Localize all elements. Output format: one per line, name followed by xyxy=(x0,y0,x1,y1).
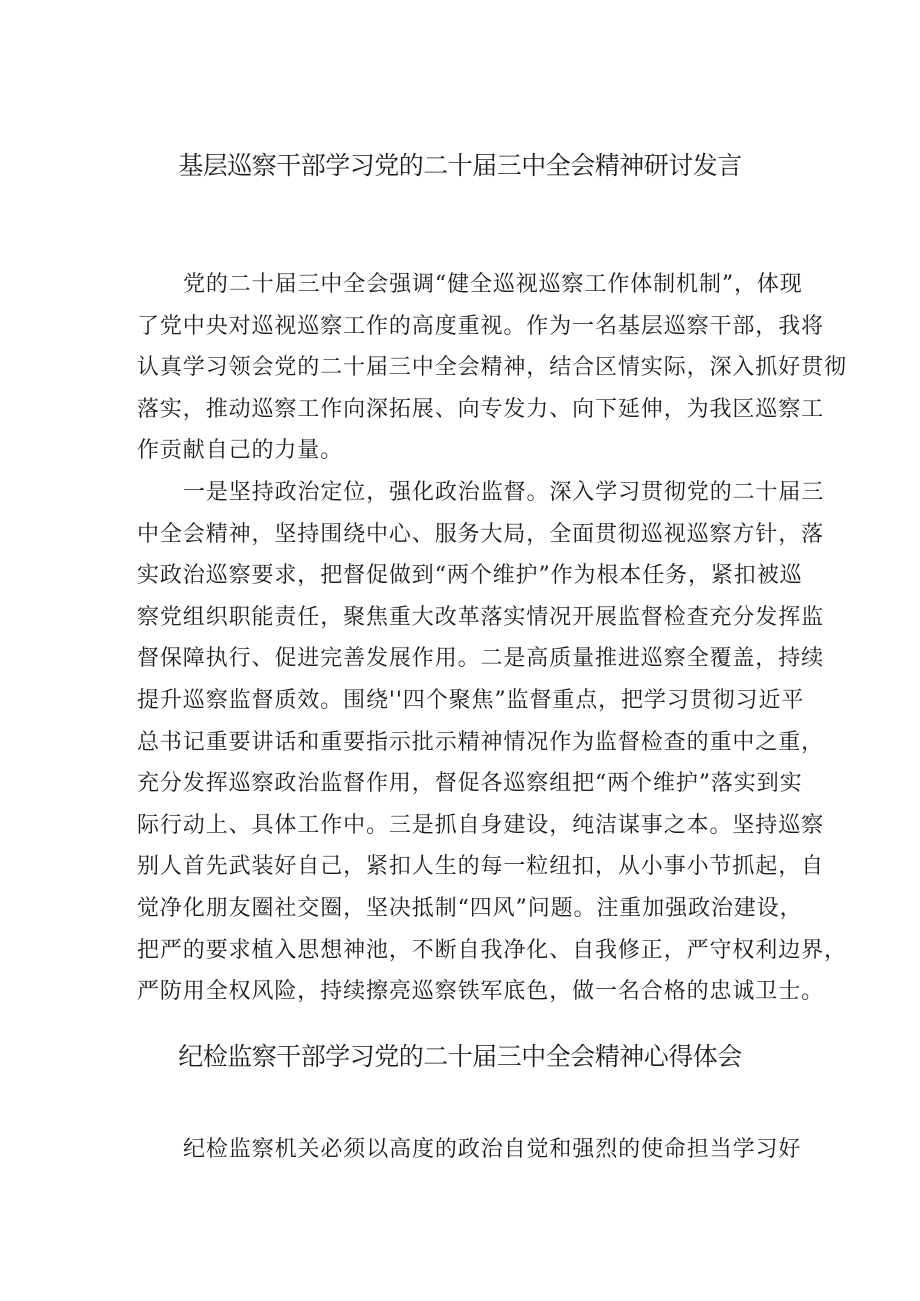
paragraph-line: 落实，推动巡察工作向深拓展、向专发力、向下延伸，为我区巡察工 xyxy=(137,396,825,422)
paragraph-line: 觉净化朋友圈社交圈，坚决抵制“四风”问题。注重加强政治建设， xyxy=(137,895,803,921)
paragraph-line: 了党中央对巡视巡察工作的高度重视。作为一名基层巡察干部，我将 xyxy=(137,313,825,339)
paragraph-line: 察党组织职能责任，聚焦重大改革落实情况开展监督检查充分发挥监 xyxy=(137,604,825,630)
paragraph-line: 充分发挥巡察政治监督作用，督促各巡察组把“两个维护”落实到实 xyxy=(137,771,803,797)
paragraph-line: 别人首先武装好自己，紧扣人生的每一粒纽扣，从小事小节抓起，自 xyxy=(137,854,825,880)
section2-body xyxy=(137,1129,802,1171)
paragraph-line: 作贡献自己的力量。 xyxy=(137,438,344,464)
paragraph-line: 提升巡察监督质效。围绕''四个聚焦”监督重点，把学习贯彻习近平 xyxy=(137,687,805,713)
paragraph-line: 把严的要求植入思想神池，不断自我净化、自我修正，严守权利边界， xyxy=(137,937,847,963)
paragraph-line: 认真学习领会党的二十届三中全会精神，结合区情实际，深入抓好贯彻 xyxy=(137,355,847,381)
section2-title: 纪检监察干部学习党的二十届三中全会精神心得体会 xyxy=(178,1042,742,1071)
section1-body xyxy=(137,264,847,1013)
paragraph-line: 党的二十届三中全会强调“健全巡视巡察工作体制机制”，体现 xyxy=(183,272,803,297)
paragraph-line: 中全会精神，坚持围绕中心、服务大局，全面贯彻巡视巡察方针，落 xyxy=(137,521,825,547)
paragraph-line: 总书记重要讲话和重要指示批示精神情况作为监督检查的重中之重， xyxy=(137,729,825,755)
paragraph-line: 督保障执行、促进完善发展作用。二是高质量推进巡察全覆盖，持续 xyxy=(137,646,825,672)
paragraph-line: 际行动上、具体工作中。三是抓自身建设，纯洁谋事之本。坚持巡察 xyxy=(137,812,825,838)
paragraph-line: 纪检监察机关必须以高度的政治自觉和强烈的使命担当学习好 xyxy=(183,1137,802,1162)
paragraph-line: 一是坚持政治定位，强化政治监督。深入学习贯彻党的二十届三 xyxy=(183,479,825,505)
paragraph-line: 严防用全权风险，持续擦亮巡察铁军底色，做一名合格的忠诚卫士。 xyxy=(137,979,825,1005)
section1-title: 基层巡察干部学习党的二十届三中全会精神研讨发言 xyxy=(178,151,742,180)
paragraph-line: 实政治巡察要求，把督促做到“两个维护”作为根本任务，紧扣被巡 xyxy=(137,563,803,589)
